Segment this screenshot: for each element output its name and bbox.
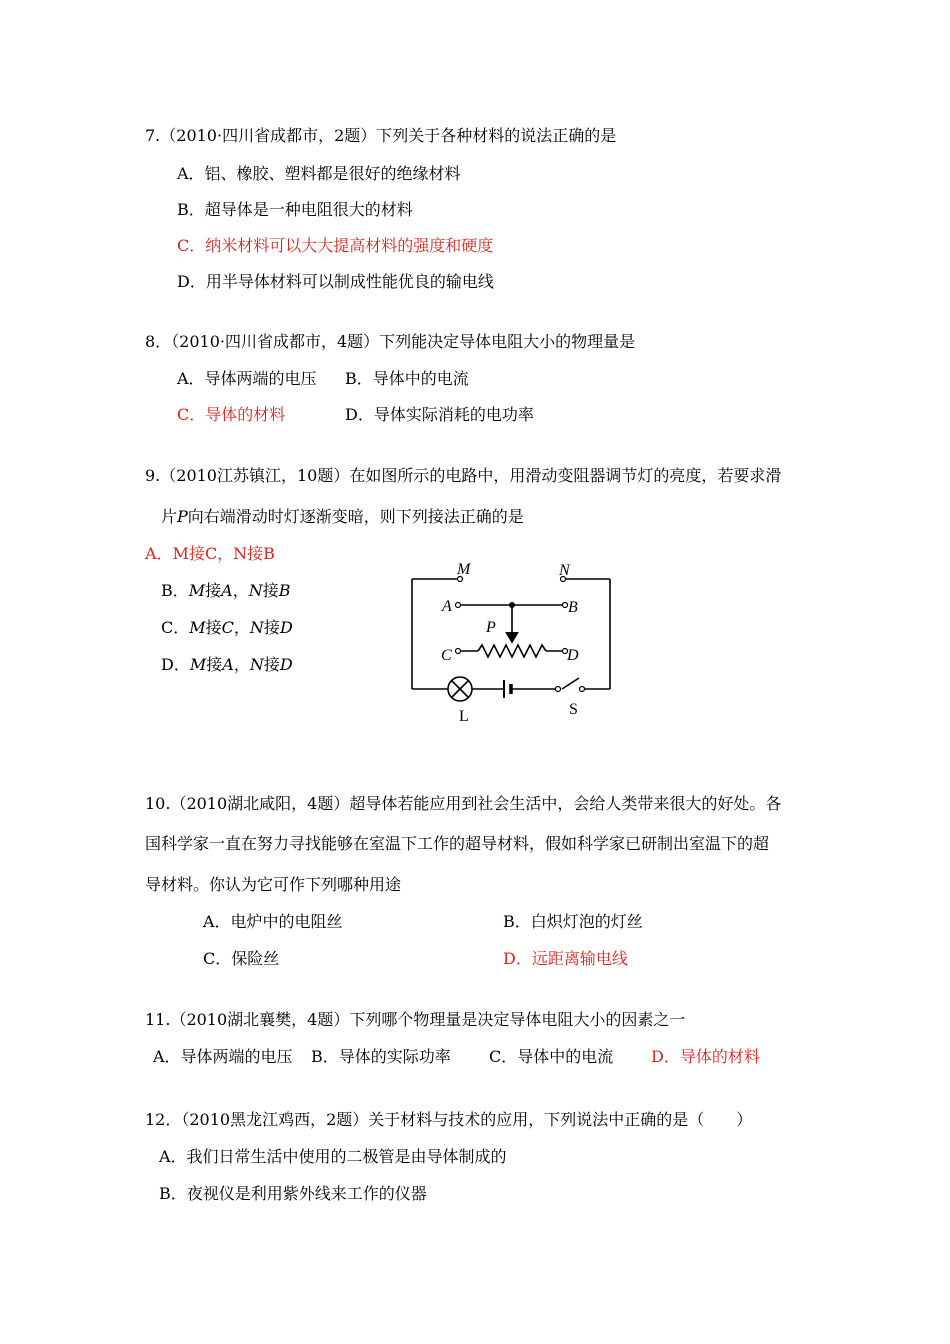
q7-option-a: A．铝、橡胶、塑料都是很好的绝缘材料: [177, 164, 461, 183]
q9-option-c: C．M接C，N接D: [161, 618, 293, 637]
q9-option-a-answer: A．M接C，N接B: [145, 544, 275, 563]
q10-option-a: A．电炉中的电阻丝: [203, 912, 343, 931]
q8-option-b: B．导体中的电流: [345, 369, 469, 388]
label-m: M: [457, 561, 471, 578]
q9-stem-line1: 9.（2010江苏镇江，10题）在如图所示的电路中，用滑动变阻器调节灯的亮度，若要求滑: [145, 466, 782, 485]
label-n: N: [559, 562, 570, 579]
q12-stem: 12．（2010黑龙江鸡西，2题）关于材料与技术的应用，下列说法中正确的是（ ）: [145, 1110, 753, 1129]
q8-option-a: A．导体两端的电压: [177, 369, 317, 388]
q9-option-d: D．M接A，N接D: [161, 655, 293, 674]
q10-stem-line3: 导材料。你认为它可作下列哪种用途: [145, 875, 402, 894]
q7-stem: 7.（2010·四川省成都市，2题）下列关于各种材料的说法正确的是: [145, 126, 617, 145]
q9-option-b: B．M接A，N接B: [161, 581, 291, 600]
label-b: B: [568, 599, 578, 616]
q10-stem-line2: 国科学家一直在努力寻找能够在室温下工作的超导材料，假如科学家已研制出室温下的超: [145, 834, 770, 853]
q7-option-c-answer: C．纳米材料可以大大提高材料的强度和硬度: [177, 236, 494, 255]
label-d: D: [567, 647, 579, 664]
q11-option-c: C．导体中的电流: [489, 1047, 614, 1066]
label-c: C: [441, 647, 452, 664]
q10-option-c: C．保险丝: [203, 949, 280, 968]
q12-option-b: B．夜视仪是利用紫外线来工作的仪器: [159, 1184, 427, 1203]
q10-stem-line1: 10.（2010湖北咸阳，4题）超导体若能应用到社会生活中，会给人类带来很大的好处。各: [145, 794, 782, 813]
resistor-zigzag: [478, 645, 546, 657]
q11-stem: 11.（2010湖北襄樊，4题）下列哪个物理量是决定导体电阻大小的因素之一: [145, 1010, 686, 1029]
switch-icon: [562, 678, 579, 689]
q8-option-d: D．导体实际消耗的电功率: [345, 405, 534, 424]
q8-stem: 8．（2010·四川省成都市，4题）下列能决定导体电阻大小的物理量是: [145, 332, 636, 351]
q10-option-b: B．白炽灯泡的灯丝: [503, 912, 643, 931]
q11-option-d-answer: D．导体的材料: [651, 1047, 760, 1066]
q12-option-a: A．我们日常生活中使用的二极管是由导体制成的: [159, 1147, 507, 1166]
q7-option-b: B．超导体是一种电阻很大的材料: [177, 200, 413, 219]
q11-option-a: A．导体两端的电压: [153, 1047, 293, 1066]
label-p: P: [486, 619, 496, 636]
label-l: L: [459, 708, 469, 725]
circuit-diagram: [400, 560, 630, 730]
q10-option-d-answer: D．远距离输电线: [503, 949, 628, 968]
label-s: S: [569, 701, 578, 718]
q9-stem-line2: 片P向右端滑动时灯逐渐变暗，则下列接法正确的是: [161, 507, 524, 526]
q11-option-b: B．导体的实际功率: [311, 1047, 451, 1066]
label-a: A: [442, 598, 452, 615]
q8-option-c-answer: C．导体的材料: [177, 405, 286, 424]
q7-option-d: D．用半导体材料可以制成性能优良的输电线: [177, 272, 494, 291]
